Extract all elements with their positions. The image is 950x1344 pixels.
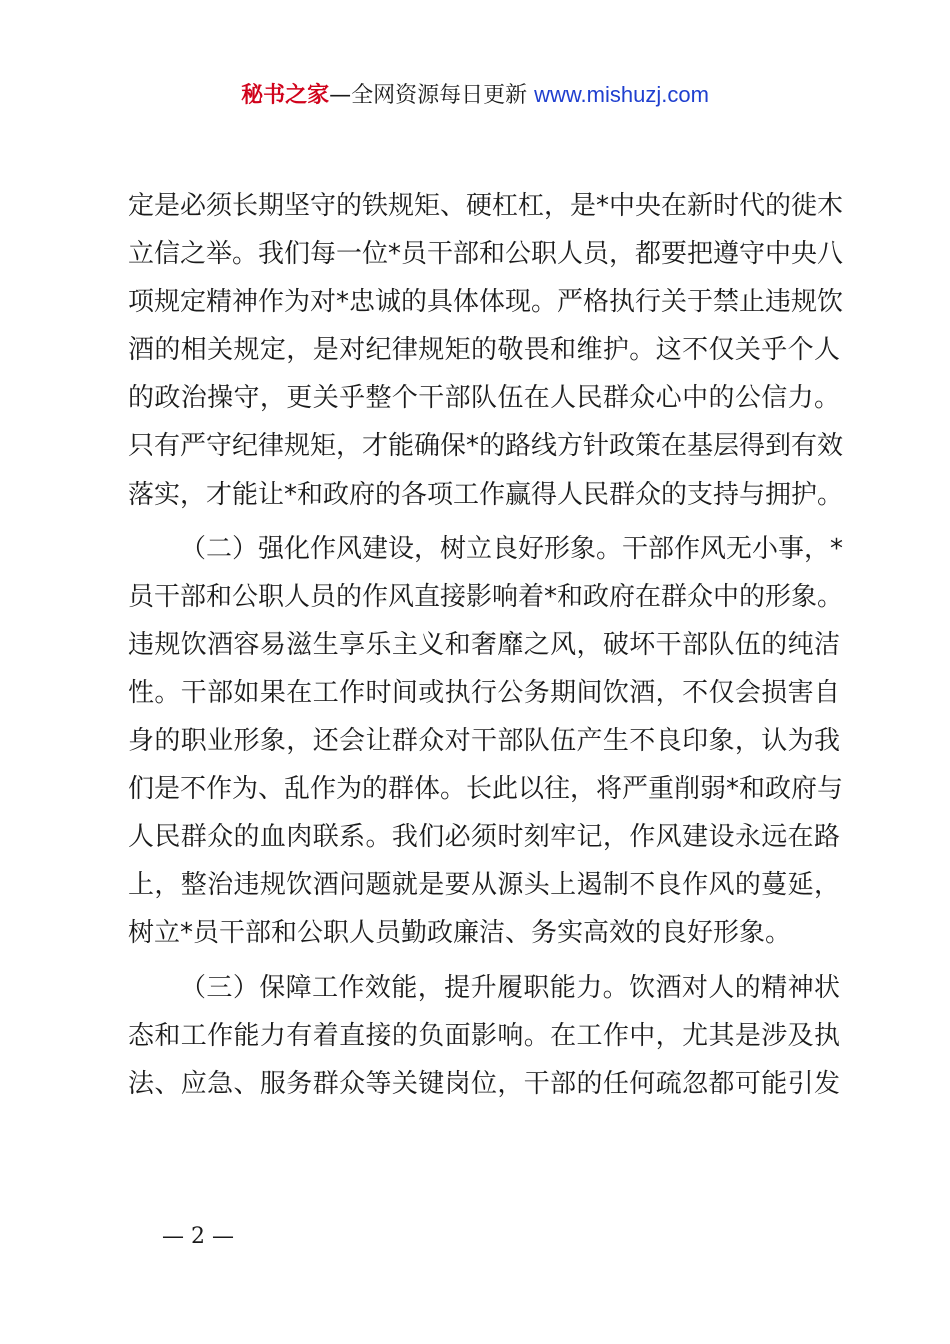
text-line: 酒的相关规定，是对纪律规矩的敬畏和维护。这不仅关乎个人 (128, 335, 840, 366)
page-number: — 2 — (162, 1224, 234, 1249)
site-tagline: —全网资源每日更新 (329, 83, 528, 108)
text-line: 们是不作为、乱作为的群体。长此以往，将严重削弱*和政府与 (128, 774, 844, 805)
text-line: 态和工作能力有着直接的负面影响。在工作中，尤其是涉及执 (128, 1020, 840, 1051)
text-line: 法、应急、服务群众等关键岗位，干部的任何疏忽都可能引发 (128, 1068, 840, 1099)
text-line: 项规定精神作为对*忠诚的具体体现。严格执行关于禁止违规饮 (128, 287, 844, 318)
paragraph-first-line: （三）保障工作效能，提升履职能力。饮酒对人的精神状 (180, 972, 840, 1003)
site-brand: 秘书之家 (241, 83, 330, 108)
text-line: 身的职业形象，还会让群众对干部队伍产生不良印象，认为我 (128, 726, 840, 757)
text-line: 违规饮酒容易滋生享乐主义和奢靡之风，破坏干部队伍的纯洁 (128, 629, 840, 660)
text-line: 立信之举。我们每一位*员干部和公职人员，都要把遵守中央八 (128, 239, 844, 270)
text-line: 定是必须长期坚守的铁规矩、硬杠杠，是*中央在新时代的徙木 (128, 191, 844, 221)
text-line: 人民群众的血肉联系。我们必须时刻牢记，作风建设永远在路 (128, 822, 840, 853)
text-line: 落实，才能让*和政府的各项工作赢得人民群众的支持与拥护。 (128, 479, 844, 510)
text-line: 性。干部如果在工作时间或执行公务期间饮酒，不仅会损害自 (128, 677, 840, 708)
text-line: 上，整治违规饮酒问题就是要从源头上遏制不良作风的蔓延， (128, 870, 840, 901)
site-url-link[interactable]: www.mishuzj.com (534, 82, 709, 107)
text-line: 员干部和公职人员的作风直接影响着*和政府在群众中的形象。 (128, 581, 844, 612)
site-header (0, 80, 950, 111)
text-line: 树立*员干部和公职人员勤政廉洁、务实高效的良好形象。 (128, 918, 792, 949)
text-line: 只有严守纪律规矩，才能确保*的路线方针政策在基层得到有效 (128, 431, 844, 462)
text-line: 的政治操守，更关乎整个干部队伍在人民群众心中的公信力。 (128, 383, 840, 414)
document-body (128, 182, 844, 1108)
paragraph-first-line: （二）强化作风建设，树立良好形象。干部作风无小事，* (180, 533, 844, 564)
